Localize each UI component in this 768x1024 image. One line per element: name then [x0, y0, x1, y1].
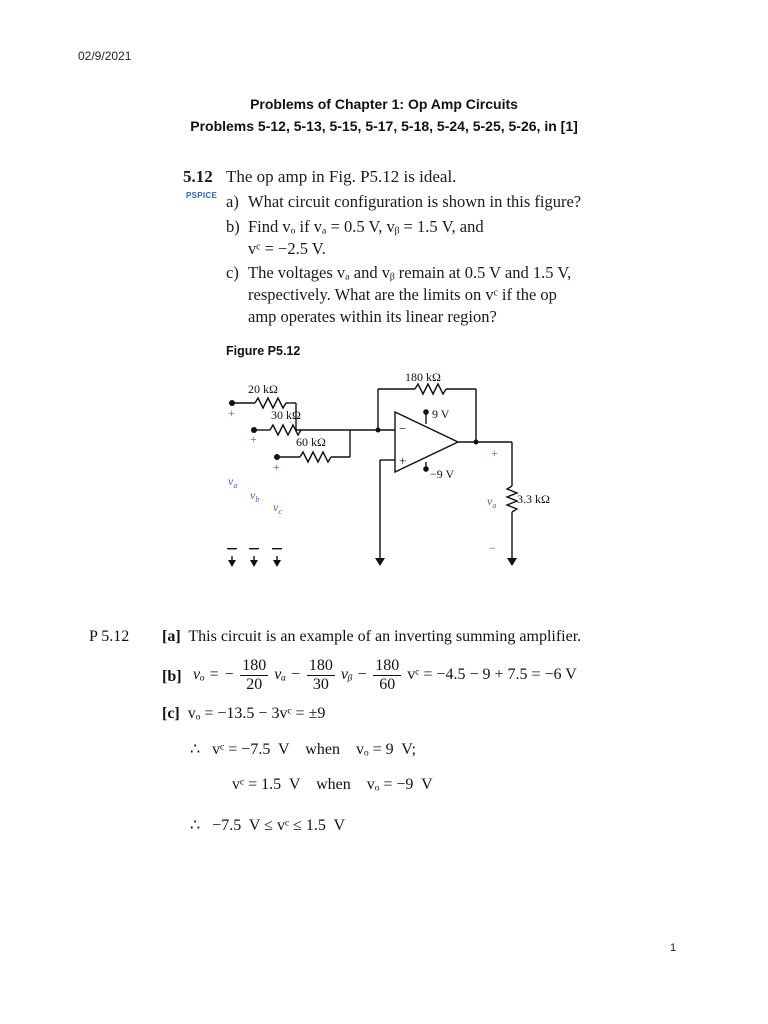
plus-out: +: [491, 446, 498, 460]
label-r-b: 30 kΩ: [271, 408, 301, 422]
fraction-2: $\frac{180}{30}$: [308, 657, 333, 693]
problem-number: 5.12: [183, 167, 213, 186]
solution-number: P 5.12: [89, 628, 130, 645]
resistor-feedback: [415, 384, 446, 394]
solution-c-text: vₒ = −13.5 − 3vᶜ = ±9: [187, 705, 326, 722]
solution-c-label: [c]: [162, 705, 180, 722]
solution-line-f: ∴ −7.5 V ≤ vᶜ ≤ 1.5 V: [190, 817, 346, 834]
question-a-label: a): [226, 192, 239, 211]
solution-c: [162, 705, 325, 723]
minus-out: −: [489, 541, 496, 555]
fraction-1: $\frac{180}{20}$: [242, 657, 267, 693]
question-c-text-1: The voltages vₐ and vᵦ remain at 0.5 V and 1.5 V,: [248, 263, 572, 282]
label-vc: $v_c$: [273, 500, 282, 516]
question-b-text-1: Find vₒ if vₐ = 0.5 V, vᵦ = 1.5 V, and: [248, 217, 484, 236]
plus-a: +: [228, 406, 235, 420]
ground-arrow-out: [375, 558, 385, 566]
label-vb: $v_b$: [250, 488, 260, 504]
date: 02/9/2021: [78, 49, 132, 63]
label-r-load: 3.3 kΩ: [517, 492, 550, 506]
label-r-a: 20 kΩ: [248, 382, 278, 396]
solution-b-var-1: vₐ −: [274, 666, 301, 684]
ground-arrow-load: [507, 558, 517, 566]
page-subtitle: Problems 5-12, 5-13, 5-15, 5-17, 5-18, 5-24, 5-25, 5-26, in [1]: [190, 118, 578, 134]
question-b-text-2: vᶜ = −2.5 V.: [248, 239, 326, 258]
label-r-c: 60 kΩ: [296, 435, 326, 449]
resistor-load: [507, 486, 517, 512]
solution-b-label: [b]: [162, 668, 182, 685]
resistor-c: [300, 452, 331, 462]
ground-arrow-c: [273, 560, 281, 567]
question-a-text: What circuit configuration is shown in this figure?: [248, 192, 582, 211]
label-v-pos: 9 V: [432, 407, 450, 421]
page-number: 1: [670, 942, 677, 954]
solution-a: [162, 628, 581, 646]
question-c-text-2: respectively. What are the limits on vᶜ if the op: [248, 285, 557, 304]
question-c-text-3: amp operates within its linear region?: [248, 307, 497, 326]
ground-arrow-b: [250, 560, 258, 567]
problem-statement: The op amp in Fig. P5.12 is ideal.: [226, 167, 457, 186]
inverting-input-sign: −: [399, 421, 407, 436]
solution-b-result: vᶜ = −4.5 − 9 + 7.5 = −6 V: [407, 666, 577, 684]
question-b-label: b): [226, 217, 240, 236]
noninverting-input-sign: +: [399, 453, 407, 468]
label-va: $v_a$: [228, 474, 238, 490]
solution-a-text: This circuit is an example of an inverting summing amplifier.: [188, 628, 582, 645]
label-r-feedback: 180 kΩ: [405, 370, 441, 384]
solution-line-d: ∴ vᶜ = −7.5 V when vₒ = 9 V;: [190, 741, 417, 758]
label-v-neg: −9 V: [430, 467, 455, 481]
solution-line-e: vᶜ = 1.5 V when vₒ = −9 V: [232, 776, 433, 793]
figure-label: Figure P5.12: [226, 344, 301, 358]
solution-b: [193, 657, 577, 694]
solution-a-label: [a]: [162, 628, 181, 645]
plus-c: +: [273, 460, 280, 474]
pspice-badge: PSPICE: [186, 191, 218, 200]
page-title: Problems of Chapter 1: Op Amp Circuits: [250, 96, 518, 112]
solution-b-prefix: vₒ = −: [193, 666, 235, 684]
question-c-label: c): [226, 263, 239, 282]
resistor-a: [255, 398, 286, 408]
fraction-3: $\frac{180}{60}$: [375, 657, 400, 693]
ground-arrow-a: [228, 560, 236, 567]
solution-b-var-2: vᵦ −: [340, 666, 368, 684]
plus-b: +: [250, 432, 257, 446]
label-vo: $v_o$: [487, 494, 497, 510]
